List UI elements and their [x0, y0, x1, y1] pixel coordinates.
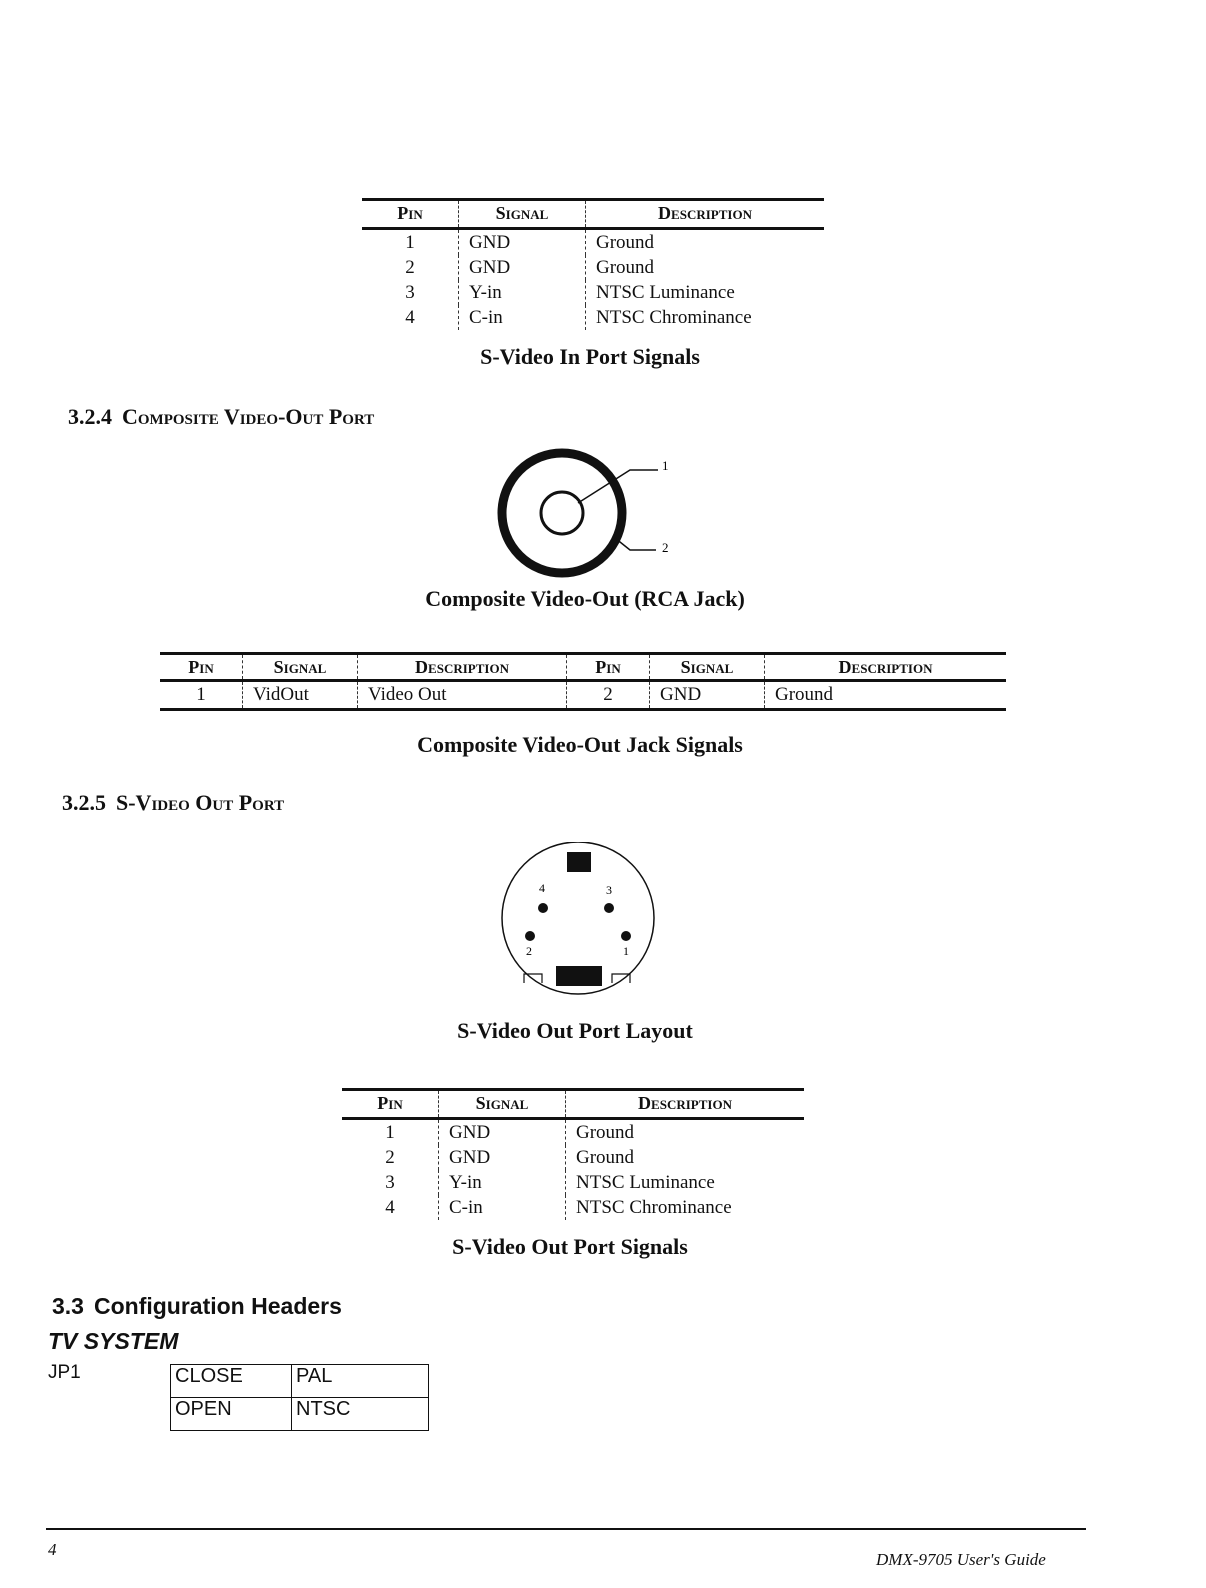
svideo-label-4: 4 — [539, 881, 545, 895]
pin-cell: 2 — [567, 681, 650, 710]
signal-cell: GND — [439, 1145, 566, 1170]
section-title: Composite Video-Out Port — [122, 404, 375, 429]
table-row — [362, 255, 824, 280]
pin-cell: 2 — [405, 257, 415, 278]
pin-cell: 2 — [385, 1147, 395, 1168]
rca-outer-ring — [502, 453, 622, 573]
signal-cell: GND — [439, 1119, 566, 1146]
mode-cell: NTSC — [292, 1398, 429, 1431]
svideo-in-caption: S-Video In Port Signals — [480, 344, 700, 369]
header-signal: Signal — [243, 654, 358, 681]
jumper-label: JP1 — [48, 1362, 81, 1383]
table-row — [342, 1195, 804, 1220]
description-cell: NTSC Luminance — [586, 280, 825, 305]
composite-signals-table — [160, 652, 1006, 711]
pin-cell: 4 — [385, 1197, 395, 1218]
section-title: S-Video Out Port — [116, 790, 285, 815]
description-cell: NTSC Chrominance — [566, 1195, 805, 1220]
mode-cell: PAL — [292, 1365, 429, 1398]
table-row — [362, 280, 824, 305]
tv-system-table — [170, 1364, 429, 1431]
signal-cell: C-in — [459, 305, 586, 330]
table-row — [160, 681, 1006, 710]
pin-cell: 3 — [405, 282, 415, 303]
header-description: Description — [586, 200, 825, 229]
svideo-layout-caption: S-Video Out Port Layout — [457, 1018, 693, 1043]
table-row — [342, 1119, 804, 1146]
table-row — [342, 1145, 804, 1170]
section-heading-svideo-out — [62, 790, 284, 816]
pin-cell: 1 — [160, 681, 243, 710]
svideo-pin-2 — [525, 931, 535, 941]
rca-leader-2 — [615, 538, 656, 550]
description-cell: NTSC Luminance — [566, 1170, 805, 1195]
section-title: Configuration Headers — [93, 1293, 342, 1319]
page-number: 4 — [48, 1540, 57, 1559]
svideo-label-3: 3 — [606, 883, 612, 897]
svideo-in-table — [362, 198, 824, 330]
signal-cell: Y-in — [459, 280, 586, 305]
svideo-out-diagram — [496, 842, 662, 998]
section-number: 3.2.5 — [62, 790, 106, 815]
header-pin: Pin — [362, 200, 459, 229]
section-heading-composite — [68, 404, 374, 430]
description-cell: Ground — [566, 1145, 805, 1170]
signal-cell: GND — [459, 255, 586, 280]
description-cell: Ground — [586, 229, 825, 256]
signal-cell: GND — [650, 681, 765, 710]
svideo-bottom-key — [556, 966, 602, 986]
signal-cell: Y-in — [439, 1170, 566, 1195]
pin-cell: 4 — [405, 307, 415, 328]
header-pin: Pin — [160, 654, 243, 681]
svideo-out-caption: S-Video Out Port Signals — [452, 1234, 688, 1259]
rca-label-2: 2 — [662, 540, 669, 555]
footer-rule — [46, 1528, 1086, 1530]
header-description: Description — [765, 654, 1007, 681]
header-description: Description — [566, 1090, 805, 1119]
table-row — [362, 305, 824, 330]
header-signal: Signal — [650, 654, 765, 681]
pin-cell: 1 — [405, 232, 415, 253]
setting-cell: OPEN — [171, 1398, 292, 1431]
svideo-label-2: 2 — [526, 944, 532, 958]
table-row — [171, 1398, 429, 1431]
section-heading-config — [52, 1293, 342, 1320]
header-pin: Pin — [342, 1090, 439, 1119]
pin-cell: 1 — [385, 1122, 395, 1143]
svideo-label-1: 1 — [623, 944, 629, 958]
description-cell: NTSC Chrominance — [586, 305, 825, 330]
rca-jack-diagram — [480, 448, 700, 578]
composite-caption: Composite Video-Out Jack Signals — [417, 732, 743, 757]
table-row — [362, 229, 824, 256]
svideo-top-key — [567, 852, 591, 872]
svideo-pin-3 — [604, 903, 614, 913]
pin-cell: 3 — [385, 1172, 395, 1193]
rca-label-1: 1 — [662, 458, 669, 473]
svideo-out-table — [342, 1088, 804, 1220]
table-row — [171, 1365, 429, 1398]
header-description: Description — [358, 654, 567, 681]
signal-cell: C-in — [439, 1195, 566, 1220]
signal-cell: VidOut — [243, 681, 358, 710]
section-number: 3.3 — [52, 1293, 84, 1319]
header-signal: Signal — [459, 200, 586, 229]
description-cell: Ground — [586, 255, 825, 280]
header-pin: Pin — [567, 654, 650, 681]
guide-title: DMX-9705 User's Guide — [876, 1550, 1046, 1569]
setting-cell: CLOSE — [171, 1365, 292, 1398]
rca-caption: Composite Video-Out (RCA Jack) — [425, 586, 745, 611]
rca-center-pin — [541, 492, 583, 534]
section-number: 3.2.4 — [68, 404, 112, 429]
table-row — [342, 1170, 804, 1195]
description-cell: Ground — [566, 1119, 805, 1146]
tv-system-title: TV SYSTEM — [48, 1328, 179, 1354]
description-cell: Video Out — [358, 681, 567, 710]
svideo-pin-1 — [621, 931, 631, 941]
signal-cell: GND — [459, 229, 586, 256]
svideo-pin-4 — [538, 903, 548, 913]
header-signal: Signal — [439, 1090, 566, 1119]
description-cell: Ground — [765, 681, 1007, 710]
